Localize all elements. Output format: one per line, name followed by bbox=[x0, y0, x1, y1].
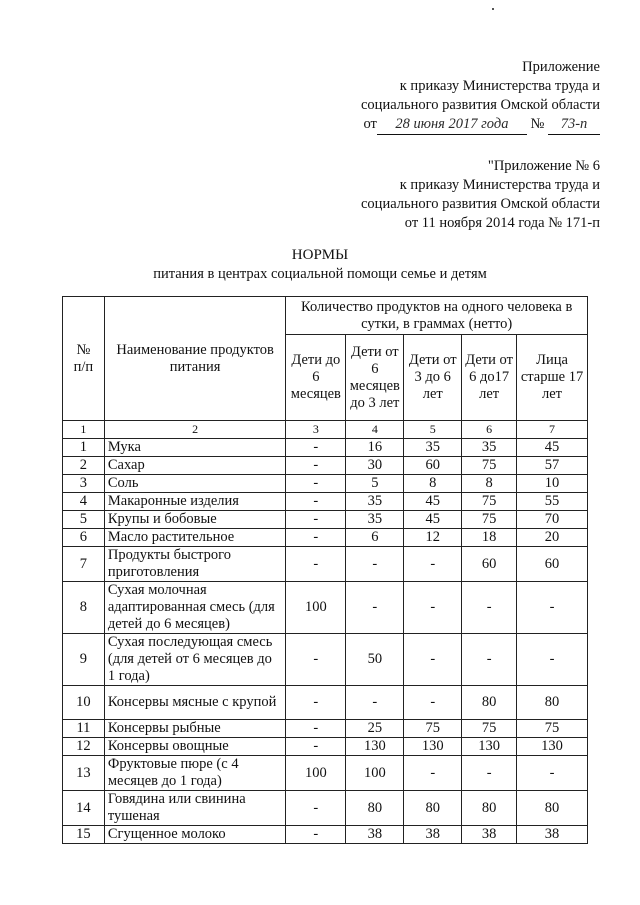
quantity-cell: 100 bbox=[346, 756, 404, 791]
quantity-cell: - bbox=[404, 634, 462, 686]
table-row bbox=[63, 756, 588, 791]
product-name: Фруктовые пюре (с 4 месяцев до 1 года) bbox=[104, 756, 286, 791]
quantity-cell: 6 bbox=[346, 529, 404, 547]
quantity-cell: 45 bbox=[404, 493, 462, 511]
product-name: Сухая молочная адаптированная смесь (для детей до 6 месяцев) bbox=[104, 582, 286, 634]
product-name: Консервы овощные bbox=[104, 738, 286, 756]
quantity-cell: 10 bbox=[517, 475, 588, 493]
row-number: 14 bbox=[63, 791, 105, 826]
quantity-cell: - bbox=[462, 582, 517, 634]
quantity-cell: 8 bbox=[462, 475, 517, 493]
quantity-cell: - bbox=[286, 529, 346, 547]
product-name: Масло растительное bbox=[104, 529, 286, 547]
quantity-cell: 35 bbox=[404, 439, 462, 457]
quantity-cell: - bbox=[286, 439, 346, 457]
quantity-cell: 80 bbox=[517, 791, 588, 826]
column-number: 1 bbox=[63, 421, 105, 439]
quantity-cell: 80 bbox=[517, 686, 588, 720]
row-number: 5 bbox=[63, 511, 105, 529]
quantity-cell: 57 bbox=[517, 457, 588, 475]
quantity-cell: 75 bbox=[517, 720, 588, 738]
quantity-cell: - bbox=[346, 686, 404, 720]
appendix6-line-2: к приказу Министерства труда и bbox=[399, 177, 600, 193]
quantity-cell: - bbox=[517, 634, 588, 686]
row-number: 2 bbox=[63, 457, 105, 475]
quantity-cell: - bbox=[286, 475, 346, 493]
column-number: 7 bbox=[517, 421, 588, 439]
quantity-cell: 75 bbox=[462, 720, 517, 738]
quantity-cell: 80 bbox=[404, 791, 462, 826]
header-children-3-6y: Дети от 3 до 6 лет bbox=[404, 335, 462, 421]
column-number: 4 bbox=[346, 421, 404, 439]
document-subtitle: питания в центрах социальной помощи семье и детям bbox=[153, 266, 487, 282]
quantity-cell: 35 bbox=[462, 439, 517, 457]
table-row bbox=[63, 826, 588, 844]
row-number: 9 bbox=[63, 634, 105, 686]
quantity-cell: - bbox=[346, 547, 404, 582]
quantity-cell: 80 bbox=[462, 791, 517, 826]
table-body bbox=[63, 439, 588, 844]
row-number: 13 bbox=[63, 756, 105, 791]
header-over-17y: Лица старше 17 лет bbox=[517, 335, 588, 421]
row-number: 8 bbox=[63, 582, 105, 634]
from-label: от bbox=[363, 116, 377, 132]
row-number: 3 bbox=[63, 475, 105, 493]
quantity-cell: 60 bbox=[462, 547, 517, 582]
appendix-date-line bbox=[361, 115, 600, 135]
product-name: Сухая последующая смесь (для детей от 6 месяцев до 1 года) bbox=[104, 634, 286, 686]
quantity-cell: - bbox=[346, 582, 404, 634]
row-number: 6 bbox=[63, 529, 105, 547]
quantity-cell: - bbox=[462, 634, 517, 686]
column-number: 2 bbox=[104, 421, 286, 439]
table-row bbox=[63, 720, 588, 738]
quantity-cell: 55 bbox=[517, 493, 588, 511]
quantity-cell: 25 bbox=[346, 720, 404, 738]
quantity-cell: 35 bbox=[346, 511, 404, 529]
quantity-cell: - bbox=[462, 756, 517, 791]
product-name: Консервы рыбные bbox=[104, 720, 286, 738]
quantity-cell: 38 bbox=[517, 826, 588, 844]
column-numbers-row bbox=[63, 421, 588, 439]
product-name: Сгущенное молоко bbox=[104, 826, 286, 844]
table-row bbox=[63, 582, 588, 634]
quantity-cell: 45 bbox=[404, 511, 462, 529]
quantity-cell: 75 bbox=[462, 511, 517, 529]
quantity-cell: - bbox=[517, 756, 588, 791]
handwritten-number: 73-п bbox=[548, 115, 600, 135]
quantity-cell: - bbox=[286, 738, 346, 756]
quantity-cell: - bbox=[517, 582, 588, 634]
appendix-line-2: к приказу Министерства труда и bbox=[399, 78, 600, 94]
document-title: НОРМЫ bbox=[291, 247, 349, 263]
header-children-6-17y: Дети от 6 до17 лет bbox=[462, 335, 517, 421]
appendix-header-current bbox=[361, 58, 600, 135]
table-row bbox=[63, 738, 588, 756]
quantity-cell: 38 bbox=[346, 826, 404, 844]
quantity-cell: 30 bbox=[346, 457, 404, 475]
quantity-cell: 20 bbox=[517, 529, 588, 547]
quantity-cell: 130 bbox=[346, 738, 404, 756]
row-number: 7 bbox=[63, 547, 105, 582]
table-row bbox=[63, 439, 588, 457]
number-label: № bbox=[530, 116, 545, 132]
quantity-cell: 16 bbox=[346, 439, 404, 457]
quantity-cell: 100 bbox=[286, 756, 346, 791]
quantity-cell: - bbox=[404, 547, 462, 582]
table-row bbox=[63, 686, 588, 720]
row-number: 4 bbox=[63, 493, 105, 511]
table-row bbox=[63, 475, 588, 493]
product-name: Говядина или свинина тушеная bbox=[104, 791, 286, 826]
quantity-cell: 50 bbox=[346, 634, 404, 686]
quantity-cell: 8 bbox=[404, 475, 462, 493]
quantity-cell: 18 bbox=[462, 529, 517, 547]
row-number: 15 bbox=[63, 826, 105, 844]
table-row bbox=[63, 493, 588, 511]
quantity-cell: 75 bbox=[462, 493, 517, 511]
product-name: Мука bbox=[104, 439, 286, 457]
nutrition-norms-table bbox=[62, 296, 588, 844]
appendix6-line-4: от 11 ноября 2014 года № 171-п bbox=[404, 215, 600, 231]
quantity-cell: 130 bbox=[404, 738, 462, 756]
quantity-cell: - bbox=[404, 686, 462, 720]
table-row bbox=[63, 634, 588, 686]
table-row bbox=[63, 511, 588, 529]
row-number: 10 bbox=[63, 686, 105, 720]
quantity-cell: 60 bbox=[404, 457, 462, 475]
quantity-cell: - bbox=[286, 686, 346, 720]
quantity-cell: - bbox=[404, 582, 462, 634]
quantity-cell: - bbox=[286, 511, 346, 529]
quantity-cell: 5 bbox=[346, 475, 404, 493]
header-number: № п/п bbox=[63, 297, 105, 421]
quantity-cell: - bbox=[286, 791, 346, 826]
scan-speck bbox=[492, 8, 494, 10]
column-number: 5 bbox=[404, 421, 462, 439]
row-number: 1 bbox=[63, 439, 105, 457]
quantity-cell: 75 bbox=[462, 457, 517, 475]
appendix6-line-1: "Приложение № 6 bbox=[487, 158, 600, 174]
quantity-cell: 80 bbox=[346, 791, 404, 826]
product-name: Продукты быстрого приготовления bbox=[104, 547, 286, 582]
quantity-cell: 80 bbox=[462, 686, 517, 720]
product-name: Крупы и бобовые bbox=[104, 511, 286, 529]
quantity-cell: - bbox=[286, 493, 346, 511]
row-number: 12 bbox=[63, 738, 105, 756]
table-row bbox=[63, 529, 588, 547]
handwritten-date: 28 июня 2017 года bbox=[377, 115, 527, 135]
header-quantity-group: Количество продуктов на одного человека в сутки, в граммах (нетто) bbox=[286, 297, 588, 335]
row-number: 11 bbox=[63, 720, 105, 738]
table-row bbox=[63, 791, 588, 826]
header-children-6m-3y: Дети от 6 месяцев до 3 лет bbox=[346, 335, 404, 421]
table-row bbox=[63, 547, 588, 582]
appendix-line-1: Приложение bbox=[522, 59, 600, 75]
quantity-cell: - bbox=[286, 634, 346, 686]
table-row bbox=[63, 457, 588, 475]
quantity-cell: 38 bbox=[462, 826, 517, 844]
quantity-cell: 130 bbox=[462, 738, 517, 756]
quantity-cell: - bbox=[286, 720, 346, 738]
quantity-cell: 100 bbox=[286, 582, 346, 634]
appendix6-line-3: социального развития Омской области bbox=[361, 196, 600, 212]
header-product-name: Наименование продуктов питания bbox=[104, 297, 286, 421]
appendix-header-original bbox=[361, 157, 600, 233]
quantity-cell: 38 bbox=[404, 826, 462, 844]
quantity-cell: - bbox=[286, 457, 346, 475]
quantity-cell: 12 bbox=[404, 529, 462, 547]
quantity-cell: - bbox=[404, 756, 462, 791]
product-name: Макаронные изделия bbox=[104, 493, 286, 511]
header-children-under-6m: Дети до 6 месяцев bbox=[286, 335, 346, 421]
appendix-line-3: социального развития Омской области bbox=[361, 97, 600, 113]
column-number: 3 bbox=[286, 421, 346, 439]
quantity-cell: 45 bbox=[517, 439, 588, 457]
product-name: Сахар bbox=[104, 457, 286, 475]
quantity-cell: 130 bbox=[517, 738, 588, 756]
quantity-cell: 75 bbox=[404, 720, 462, 738]
column-number: 6 bbox=[462, 421, 517, 439]
quantity-cell: - bbox=[286, 826, 346, 844]
quantity-cell: - bbox=[286, 547, 346, 582]
product-name: Консервы мясные с крупой bbox=[104, 686, 286, 720]
quantity-cell: 70 bbox=[517, 511, 588, 529]
quantity-cell: 60 bbox=[517, 547, 588, 582]
product-name: Соль bbox=[104, 475, 286, 493]
quantity-cell: 35 bbox=[346, 493, 404, 511]
